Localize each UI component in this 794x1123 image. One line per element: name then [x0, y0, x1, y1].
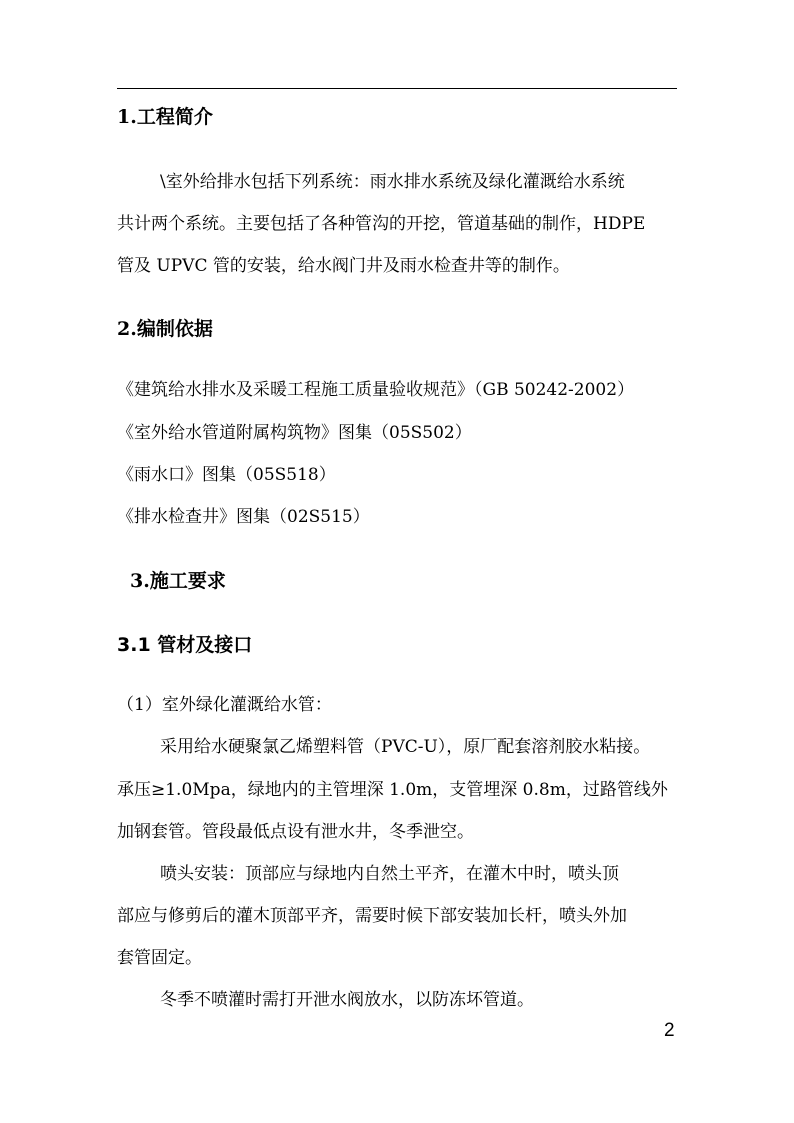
header-rule	[117, 88, 677, 89]
reference-item-1: 《建筑给水排水及采暖工程施工质量验收规范》（GB 50242-2002）	[117, 380, 635, 400]
section-1-heading: 1.工程简介	[117, 106, 213, 128]
page-number: 2	[664, 1020, 675, 1041]
paragraph-2-line-3: 套管固定。	[117, 948, 202, 968]
intro-line-3: 管及 UPVC 管的安装，给水阀门井及雨水检查井等的制作。	[117, 256, 570, 276]
section-2-heading: 2.编制依据	[117, 318, 213, 340]
section-3-1-heading: 3.1 管材及接口	[117, 634, 253, 656]
reference-item-2: 《室外给水管道附属构筑物》图集（05S502）	[117, 423, 472, 443]
reference-item-3: 《雨水口》图集（05S518）	[117, 465, 336, 485]
reference-item-4: 《排水检查井》图集（02S515）	[117, 507, 370, 527]
paragraph-3-line-1: 冬季不喷灌时需打开泄水阀放水，以防冻坏管道。	[160, 990, 534, 1010]
paragraph-1-line-2: 承压≥1.0Mpa，绿地内的主管埋深 1.0m，支管埋深 0.8m，过路管线外	[117, 780, 668, 800]
paragraph-2-line-1: 喷头安装：顶部应与绿地内自然土平齐，在灌木中时，喷头顶	[160, 864, 619, 884]
item-1-heading: （1）室外绿化灌溉给水管：	[117, 695, 332, 715]
intro-line-1: \室外给排水包括下列系统：雨水排水系统及绿化灌溉给水系统	[160, 172, 625, 192]
intro-line-2: 共计两个系统。主要包括了各种管沟的开挖，管道基础的制作，HDPE	[117, 214, 646, 234]
paragraph-1-line-3: 加钢套管。管段最低点设有泄水井，冬季泄空。	[117, 822, 474, 842]
paragraph-2-line-2: 部应与修剪后的灌木顶部平齐，需要时候下部安装加长杆，喷头外加	[117, 906, 627, 926]
paragraph-1-line-1: 采用给水硬聚氯乙烯塑料管（PVC-U），原厂配套溶剂胶水粘接。	[160, 737, 651, 757]
section-3-heading: 3.施工要求	[130, 570, 226, 592]
